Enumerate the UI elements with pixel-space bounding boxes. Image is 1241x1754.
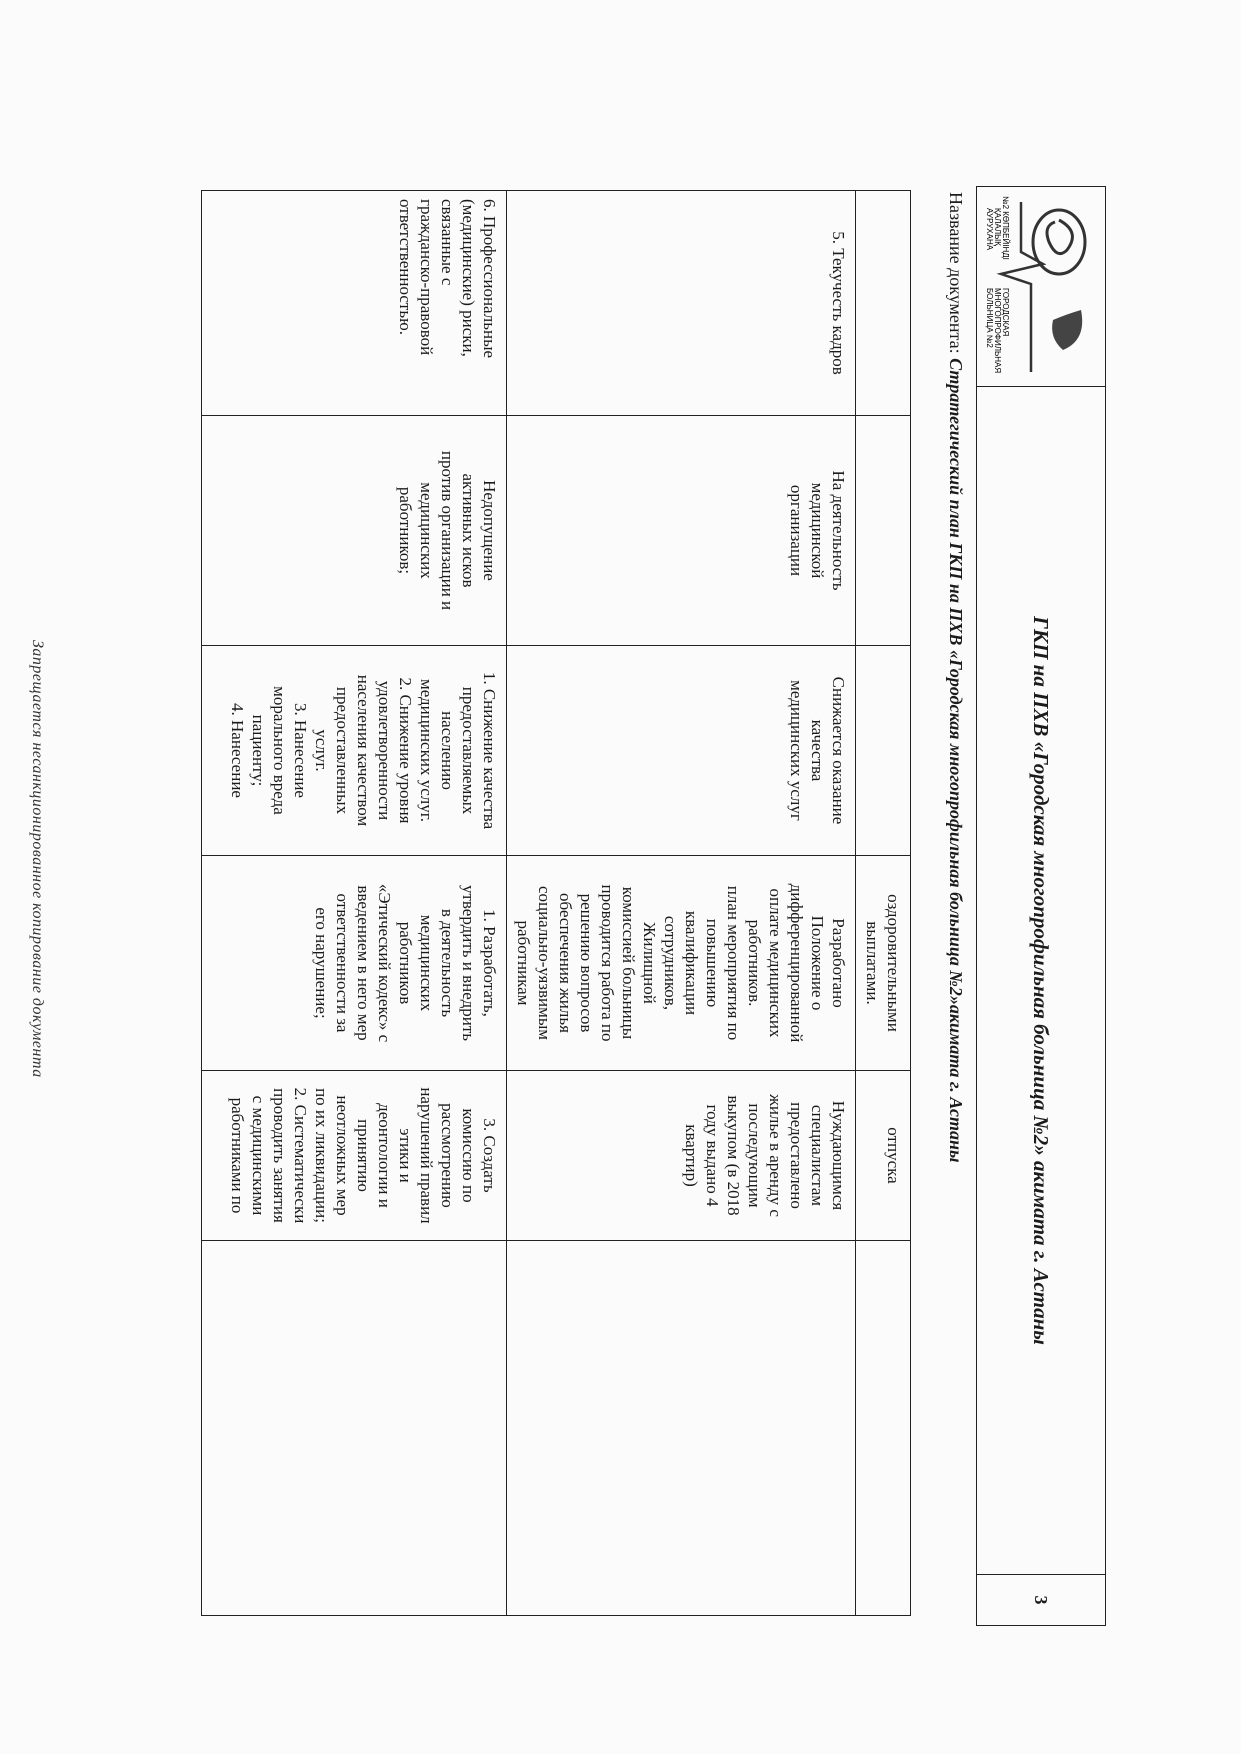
table-cell-col4 [856,856,911,1071]
cell-text-line: морального вреда [270,686,289,815]
cell-text-line: отпуска [884,1127,903,1184]
risk-table [201,190,911,1616]
cell-text-line: сотрудников, [661,915,680,1011]
page-number: 3 [977,1574,1105,1625]
cell-text-line: комиссией больницы [619,886,638,1040]
cell-text-line: утвердить и внедрить [459,884,478,1042]
cell-text-line: Снижается оказание [829,676,848,825]
cell-text-line: проводить занятия [270,1088,289,1223]
cell-text-line: выплатами. [863,921,882,1005]
table-cell-col6 [856,1241,911,1616]
cell-text-line: социально-уязвимым [535,885,554,1041]
logo-text-ru-3: БОЛЬНИЦА №2 [985,287,994,348]
cell-text-line: работникам [514,920,533,1006]
header-title: ГКП на ПХВ «Городская многопрофильная больница №2» акимата г. Астаны [1029,616,1054,1345]
cell-text-line: работниками по [228,1097,247,1214]
cell-text-line: 4. Нанесение [228,703,247,798]
cell-text-line: 6. Профессиональные [480,199,499,359]
table-cell-col2 [507,416,856,646]
logo-text-ru-1: ГОРОДСКАЯ [1001,287,1010,336]
cell-text-line: медицинских [417,914,436,1012]
cell-text-line: (медицинские) риски, [459,199,478,357]
table-cell-col3 [202,646,507,856]
cell-text-line: работников [396,921,415,1005]
cell-text-line: медицинской [808,482,827,579]
cell-text-line: 5. Текучесть кадров [829,231,848,375]
document-name-title: Стратегический план ГКП на ПХВ «Городская многопрофильная больница №2»акимата г. Астаны [946,358,967,1163]
cell-text-line: его нарушение; [312,907,331,1019]
table-cell-col1 [202,191,507,416]
cell-text-line: предоставляемых [459,686,478,815]
cell-text-line: жилье в аренду с [766,1094,785,1217]
cell-text-line: населению [438,711,457,790]
cell-text-line: последующим [745,1103,764,1208]
cell-text-line: комиссию по [459,1108,478,1203]
cell-text-line: медицинских [417,482,436,579]
cell-text-line: по их ликвидации; [312,1088,331,1223]
table-cell-col3 [856,646,911,856]
cell-text-line: 2. Систематически [291,1087,310,1224]
cell-text-line: квартир) [682,1124,701,1187]
cell-text-line: против организации и [438,450,457,611]
cell-text-line: качества [808,719,827,782]
cell-text-line: пациенту; [249,714,268,787]
cell-text-line: квалификации [682,910,701,1016]
cell-text-line: организации [787,484,806,577]
cell-text-line: На деятельность [829,470,848,591]
table-cell-col1 [856,191,911,416]
logo-text-kz-2: ҚАЛАЛЫҚ [993,207,1002,246]
cell-text-line: работников. [745,919,764,1007]
document-header [976,186,1106,1626]
cell-text-line: медицинских услуг. [417,678,436,823]
cell-text-line: работников; [396,486,415,575]
cell-text-line: услуг. [312,729,331,772]
table-row [507,191,856,1616]
hospital-logo-icon [981,192,1101,382]
logo-text-kz-1: №2 КӨПБЕЙІНДІ [1001,195,1010,260]
cell-text-line: проводится работа по [598,884,617,1042]
cell-text-line: 1. Разработать, [480,909,499,1017]
cell-text-line: году выдано 4 [703,1104,722,1207]
cell-text-line: медицинских услуг [787,680,806,821]
logo-text-kz-3: АУРУХАНА [985,207,994,250]
cell-text-line: предоставлено [787,1102,806,1209]
table-cell-col5 [202,1071,507,1241]
cell-text-line: деонтологии и [375,1103,394,1208]
cell-text-line: Жилищной [640,922,659,1004]
cell-text-line: гражданско-правовой [417,199,436,356]
table-cell-col2 [856,416,911,646]
logo-text-ru-2: МНОГОПРОФИЛЬНАЯ [993,287,1002,373]
cell-text-line: принятию [354,1119,373,1192]
cell-text-line: в деятельность [438,908,457,1018]
cell-text-line: 2. Снижение уровня [396,677,415,824]
document-name-label: Название документа: [946,192,967,354]
risk-table-body [202,191,911,1616]
table-cell-col4 [507,856,856,1071]
cell-text-line: рассмотрению [438,1103,457,1208]
cell-text-line: ответственностью. [396,199,415,336]
cell-text-line: 1. Снижение качества [480,671,499,830]
cell-text-line: Недопущение [480,480,499,581]
hospital-logo [977,187,1105,387]
cell-text-line: 3. Создать [480,1118,499,1193]
table-cell-col6 [507,1241,856,1616]
table-cell-col1 [507,191,856,416]
cell-text-line: «Этический кодекс» с [375,883,394,1043]
cell-text-line: неотложных мер [333,1095,352,1216]
cell-text-line: решению вопросов [577,893,596,1033]
cell-text-line: предоставленных [333,686,352,815]
table-cell-col5 [856,1071,911,1241]
cell-text-line: активных исков [459,473,478,588]
table-cell-col3 [507,646,856,856]
cell-text-line: оплате медицинских [766,888,785,1038]
table-row [202,191,507,1616]
cell-text-line: ответственности за [333,893,352,1033]
cell-text-line: с медицинскими [249,1095,268,1216]
cell-text-line: обеспечения жилья [556,893,575,1033]
table-cell-col5 [507,1071,856,1241]
cell-text-line: повышению [703,918,722,1008]
cell-text-line: введением в него мер [354,885,373,1041]
cell-text-line: удовлетворенности [375,680,394,821]
cell-text-line: связанные с [438,199,457,286]
table-cell-col2 [202,416,507,646]
cell-text-line: оздоровительными [884,894,903,1032]
cell-text-line: Разработано [829,918,848,1008]
footer-text: Запрещается несанкционированное копирование документа [29,640,46,1078]
cell-text-line: специалистам [808,1104,827,1207]
document-name-row [936,186,976,1626]
cell-text-line: 3. Нанесение [291,703,310,798]
cell-text-line: Положение о [808,915,827,1011]
cell-text-line: нарушений правил [417,1087,436,1224]
table-row [856,191,911,1616]
cell-text-line: дифференцированной [787,883,806,1043]
cell-text-line: план мероприятия по [724,885,743,1041]
cell-text-line: выкупом (в 2018 [724,1095,743,1216]
table-cell-col6 [202,1241,507,1616]
cell-text-line: населения качеством [354,674,373,827]
cell-text-line: этики и [396,1128,415,1183]
table-cell-col4 [202,856,507,1071]
cell-text-line: Нуждающимся [829,1100,848,1211]
